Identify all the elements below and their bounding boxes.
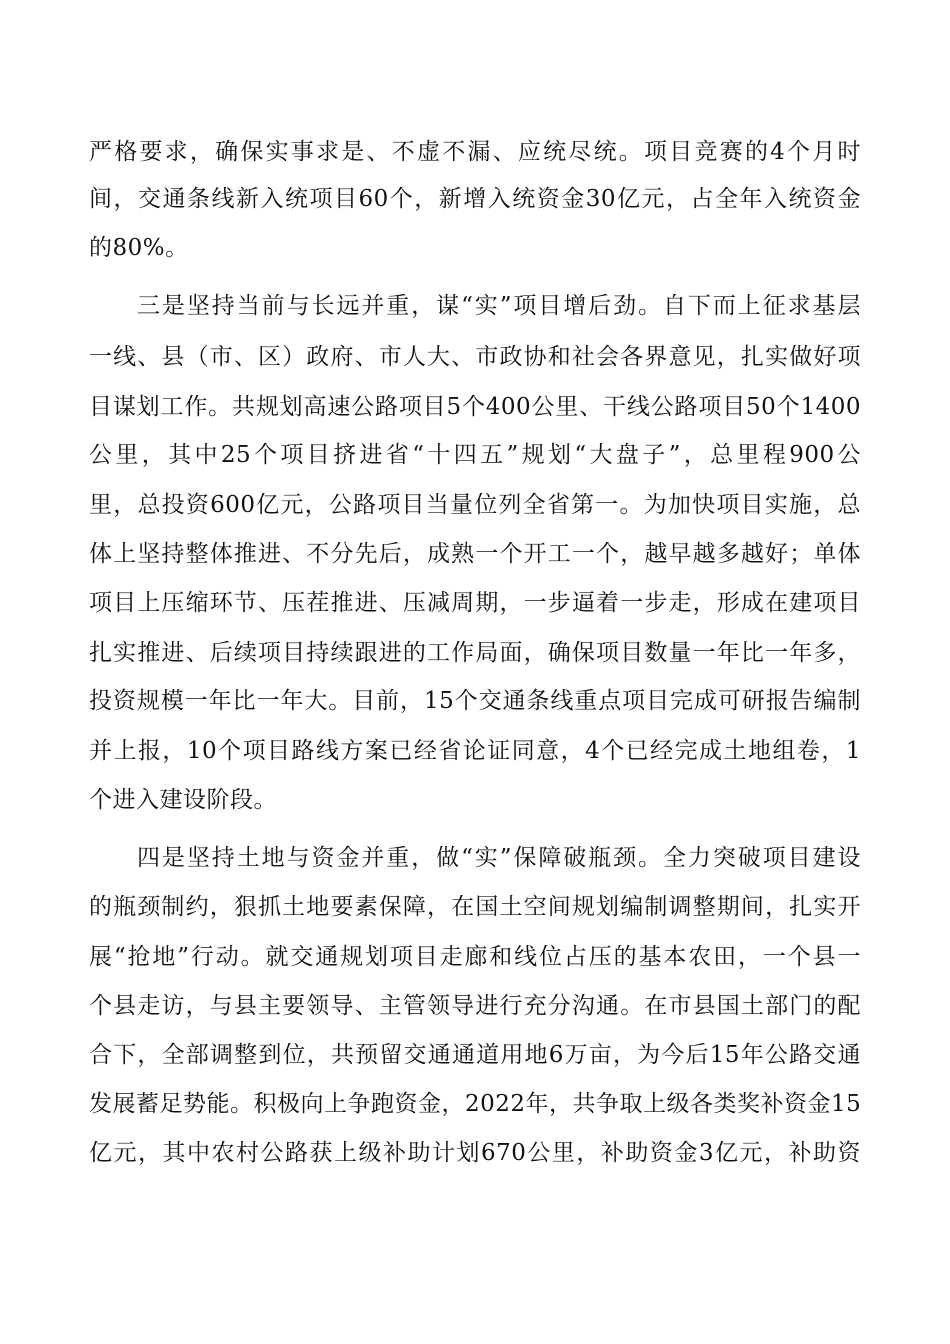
paragraph-line: 公里，其中25个项目挤进省“十四五”规划“大盘子”，总里程900公: [89, 442, 861, 468]
paragraph-line: 三是坚持当前与长远并重，谋“实”项目增后劲。自下而上征求基层: [137, 293, 861, 319]
paragraph-line: 间，交通条线新入统项目60个，新增入统资金30亿元，占全年入统资金: [89, 186, 861, 212]
paragraph-line: 项目上压缩环节、压茬推进、压减周期，一步逼着一步走，形成在建项目: [89, 590, 861, 616]
paragraph-line: 四是坚持土地与资金并重，做“实”保障破瓶颈。全力突破项目建设: [137, 845, 861, 871]
paragraph-line: 个进入建设阶段。: [89, 787, 277, 813]
paragraph-line: 亿元，其中农村公路获上级补助计划670公里，补助资金3亿元，补助资: [89, 1140, 861, 1166]
paragraph-line: 发展蓄足势能。积极向上争跑资金，2022年，共争取上级各类奖补资金15: [89, 1091, 862, 1117]
paragraph-line: 严格要求，确保实事求是、不虚不漏、应统尽统。项目竞赛的4个月时: [89, 139, 861, 165]
paragraph-line: 的80%。: [89, 235, 189, 261]
paragraph-line: 体上坚持整体推进、不分先后，成熟一个开工一个，越早越多越好；单体: [89, 541, 861, 567]
paragraph-line: 展“抢地”行动。就交通规划项目走廊和线位占压的基本农田，一个县一: [89, 944, 861, 970]
paragraph-line: 并上报，10个项目路线方案已经省论证同意，4个已经完成土地组卷，1: [89, 738, 861, 764]
paragraph-line: 目谋划工作。共规划高速公路项目5个400公里、干线公路项目50个1400: [89, 394, 861, 420]
paragraph-line: 投资规模一年比一年大。目前，15个交通条线重点项目完成可研报告编制: [89, 688, 861, 714]
paragraph-line: 合下，全部调整到位，共预留交通通道用地6万亩，为今后15年公路交通: [89, 1042, 861, 1068]
paragraph-line: 一线、县（市、区）政府、市人大、市政协和社会各界意见，扎实做好项: [89, 344, 861, 370]
paragraph-line: 扎实推进、后续项目持续跟进的工作局面，确保项目数量一年比一年多，: [89, 640, 861, 666]
paragraph-line: 个县走访，与县主要领导、主管领导进行充分沟通。在市县国土部门的配: [89, 993, 861, 1019]
paragraph-line: 的瓶颈制约，狠抓土地要素保障，在国土空间规划编制调整期间，扎实开: [89, 894, 861, 920]
paragraph-line: 里，总投资600亿元，公路项目当量位列全省第一。为加快项目实施，总: [89, 492, 861, 518]
